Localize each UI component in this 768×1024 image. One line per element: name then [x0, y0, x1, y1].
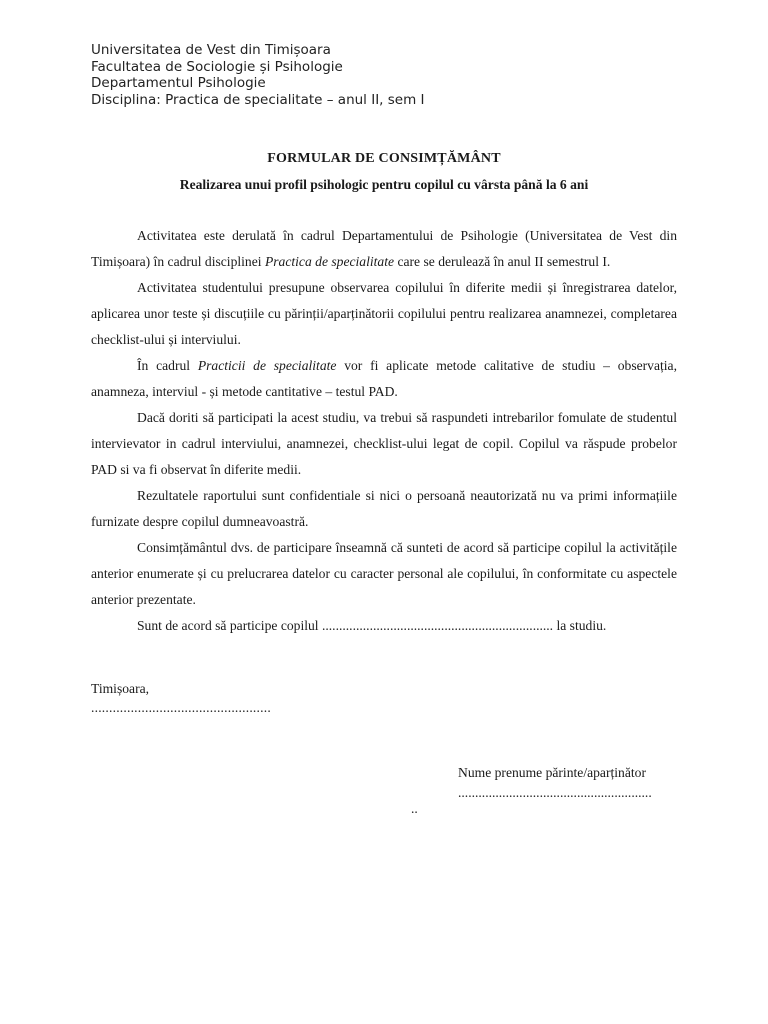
paragraph-methods: [91, 353, 677, 405]
discipline-emphasis: Practica de specialitate: [264, 254, 395, 269]
practice-emphasis: Practicii de specialitate: [197, 358, 337, 373]
child-name-blank[interactable]: ....................................................................: [321, 618, 554, 633]
paragraph-activity: [91, 223, 677, 275]
form-body: [91, 223, 677, 639]
paragraph-consent: Consimțământul dvs. de participare înseamnă că sunteti de acord să participe copilul la activitățile anterior enumerate și cu prelucrarea datelor cu caracter personal ale copilului, în conformitate cu aspectele anterior prezentate.: [91, 540, 677, 607]
header-discipline: Disciplina: Practica de specialitate – anul II, sem I: [91, 91, 425, 108]
signature-label: Nume prenume părinte/aparținător: [458, 765, 646, 780]
paragraph-student-activity: Activitatea studentului presupune observarea copilului în diferite medii și înregistrarea datelor, aplicarea unor teste și discuțiile cu părinții/aparținătorii copilului pentru realizarea anamnezei, completarea checklist-ului și interviului.: [91, 280, 677, 347]
paragraph-methods-text-b: vor fi aplicate metode calitative de studiu – observația, anamneza, interviul - și metode cantitative – testul PAD.: [91, 358, 677, 399]
agreement-text-b: la studiu.: [553, 618, 607, 633]
signature-blank[interactable]: .........................................................: [458, 785, 652, 800]
paragraph-activity-text-a: Activitatea este derulată în cadrul Departamentului de Psihologie (Universitatea de Vest din Timișoara) în cadrul disciplinei: [91, 228, 677, 269]
place-label: Timișoara,: [91, 681, 150, 696]
agreement-text-a: Sunt de acord să participe copilul: [137, 618, 322, 633]
header-faculty: Facultatea de Sociologie și Psihologie: [91, 58, 343, 75]
header-university: Universitatea de Vest din Timișoara: [91, 42, 331, 58]
paragraph-methods-text-a: În cadrul: [137, 358, 198, 373]
form-title: FORMULAR DE CONSIMȚĂMÂNT: [267, 151, 501, 166]
paragraph-agreement: [91, 613, 677, 639]
date-blank[interactable]: ..................................................: [91, 700, 271, 715]
paragraph-confidentiality: Rezultatele raportului sunt confidentiale si nici o persoană neautorizată nu va primi informațiile furnizate despre copilul dumneavoastră.: [91, 488, 677, 529]
header-department: Departamentul Psihologie: [91, 75, 266, 91]
institution-header: [91, 42, 425, 108]
form-subtitle: Realizarea unui profil psihologic pentru copilul cu vârsta până la 6 ani: [179, 177, 589, 192]
paragraph-activity-text-b: care se derulează în anul II semestrul I.: [394, 254, 611, 269]
signature-blank-continued: ..: [411, 801, 418, 816]
paragraph-participation: Dacă doriti să participati la acest studiu, va trebui să raspundeti intrebarilor fomulate de studentul intervievator in cadrul interviului, anamnezei, checklist-ului legat de copil. Copilul va răspude probelor PAD si va fi observat în diferite medii.: [91, 410, 677, 477]
